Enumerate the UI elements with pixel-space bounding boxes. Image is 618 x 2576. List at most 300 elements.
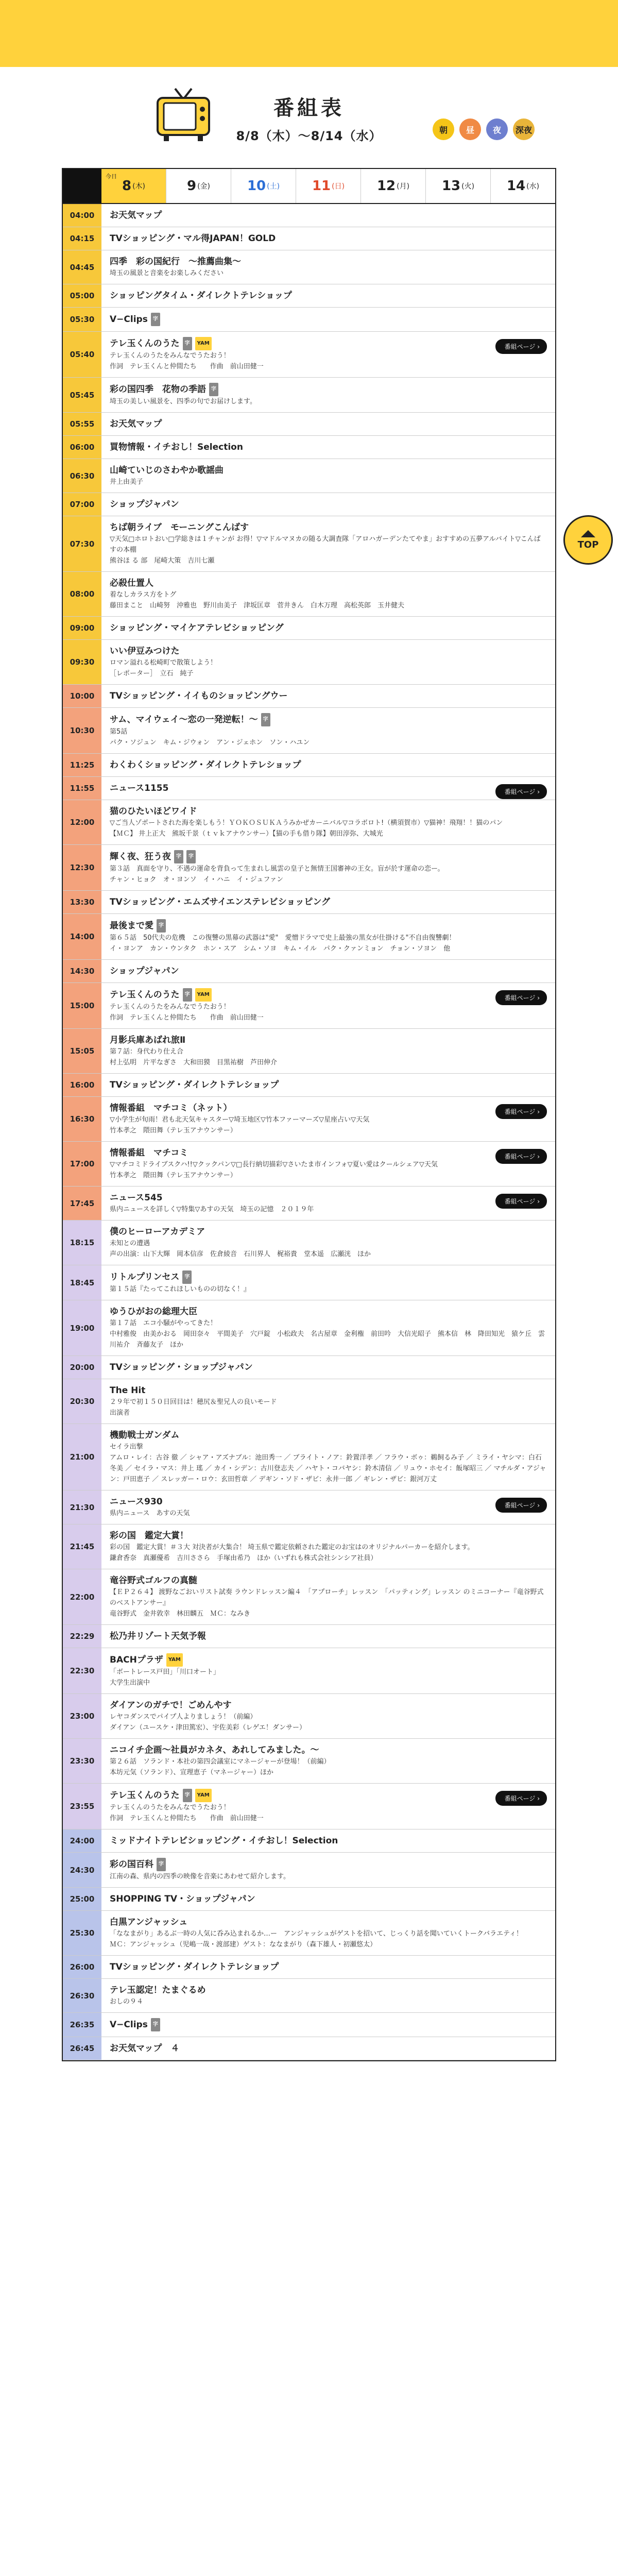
program-row[interactable] xyxy=(63,493,555,516)
program-row[interactable] xyxy=(63,1956,555,1979)
program-title[interactable] xyxy=(110,645,547,657)
program-title[interactable] xyxy=(110,1653,547,1667)
program-description: ▽ご当人ゾポートされた海を楽しもう！ＹＯＫＯＳＵＫＡうみかぜカーニバル▽コラボロト!（横須賀市）▽猫神！飛翔！！猫のパン xyxy=(110,819,503,827)
program-page-button[interactable] xyxy=(495,1498,547,1513)
program-cell xyxy=(101,754,555,776)
tabs-corner xyxy=(63,169,101,203)
program-title[interactable] xyxy=(110,441,547,453)
program-cell xyxy=(101,1074,555,1096)
program-time: 21:00 xyxy=(63,1424,101,1490)
program-title[interactable] xyxy=(110,1429,547,1442)
program-description: 「ななまがり」あるぶ一時の人気に呑み込まれるか…ー アンジャッシュがゲストを招いて、じっくり話を聞いていくトークバラエティ！ xyxy=(110,1930,523,1938)
program-cell xyxy=(101,708,555,753)
program-title[interactable] xyxy=(110,1306,547,1318)
program-title[interactable] xyxy=(110,209,547,222)
day-number: 9 xyxy=(186,178,197,194)
program-title-text: 猫のひたいほどワイド xyxy=(110,806,197,817)
program-description: ダイアン（ユースケ・津田篤宏）、宇佐美彩（レゲエ！ダンサー） xyxy=(110,1724,306,1732)
program-title-text: 必殺仕置人 xyxy=(110,578,153,588)
program-row[interactable] xyxy=(63,1300,555,1356)
caption-badge: 字 xyxy=(157,919,166,933)
program-time: 06:30 xyxy=(63,459,101,493)
program-description: 竹本孝之 隈田舞（テレ玉アナウンサー） xyxy=(110,1127,237,1134)
program-title-text: 情報番組 マチコミ（ネット） xyxy=(110,1103,232,1113)
program-description: 鎌倉香奈 真瀬優希 吉川ささら 手塚由希乃 ほか（いずれも株式会社シンシア社員） xyxy=(110,1554,377,1562)
program-title[interactable] xyxy=(110,965,547,977)
program-description: 声の出演：山下大輝 岡本信彦 佐倉綾音 石川界人 梶裕貴 堂本遥 広瀬洸 ほか xyxy=(110,1250,371,1258)
program-page-button[interactable] xyxy=(495,339,547,354)
program-title[interactable] xyxy=(110,1744,547,1756)
program-description: ＭＣ：アンジャッシュ（児嶋一哉・渡部建）ゲスト：ななまがり（森下雄人・初瀬悠太） xyxy=(110,1941,377,1948)
program-time: 17:00 xyxy=(63,1142,101,1186)
program-description: テレ玉くんのうたをみんなでうたおう！ xyxy=(110,352,230,360)
program-title-text: テレ玉くんのうた xyxy=(110,338,180,349)
program-time: 21:45 xyxy=(63,1524,101,1569)
program-row[interactable] xyxy=(63,1625,555,1648)
program-description: 竜谷野式 金井敦幸 林田麟五 ＭＣ：なみき xyxy=(110,1610,251,1618)
program-title[interactable] xyxy=(110,782,483,794)
program-row[interactable] xyxy=(63,1490,555,1524)
program-title[interactable] xyxy=(110,1530,547,1542)
program-list xyxy=(63,204,555,2060)
program-title-text: ショッピングタイム・ダイレクトテレショップ xyxy=(110,291,292,301)
program-row[interactable] xyxy=(63,1097,555,1142)
program-row[interactable] xyxy=(63,1029,555,1074)
program-cell xyxy=(101,1888,555,1910)
program-row[interactable] xyxy=(63,1187,555,1221)
program-page-label: 番組ページ › xyxy=(505,1198,540,1205)
program-row[interactable] xyxy=(63,572,555,617)
program-time: 04:00 xyxy=(63,204,101,227)
day-of-week: (火) xyxy=(461,182,475,191)
program-page-label: 番組ページ › xyxy=(505,343,540,350)
program-row[interactable] xyxy=(63,960,555,983)
program-time: 15:05 xyxy=(63,1029,101,1073)
program-row[interactable] xyxy=(63,1979,555,2013)
program-description: 作詞 テレ玉くんと仲間たち 作曲 前山田健一 xyxy=(110,1014,264,1022)
program-description: 「ボートレース戸田」「川口オート」 xyxy=(110,1668,220,1676)
program-title-text: ニュース930 xyxy=(110,1497,163,1507)
day-number: 8 xyxy=(122,178,132,194)
program-title-text: テレ玉認定！たまぐるめ xyxy=(110,1985,206,1995)
program-time: 04:45 xyxy=(63,250,101,284)
program-description: パク・ソジュン キム・ジウォン アン・ジェホン ソン・ハユン xyxy=(110,739,310,747)
program-description: テレ玉くんのうたをみんなでうたおう！ xyxy=(110,1003,230,1011)
program-page-button[interactable] xyxy=(495,1194,547,1209)
program-title-text: サム、マイウェイ〜恋の一発逆転！〜 xyxy=(110,715,258,725)
day-tab-10[interactable] xyxy=(231,169,296,203)
program-title[interactable] xyxy=(110,383,547,396)
program-title[interactable] xyxy=(110,1574,547,1587)
program-title-text: V−Clips xyxy=(110,314,148,325)
program-cell xyxy=(101,1956,555,1978)
on-demand-badge: YAM xyxy=(195,988,212,1002)
program-title[interactable] xyxy=(110,896,547,908)
program-schedule xyxy=(62,168,556,2061)
program-description: 井上由美子 xyxy=(110,478,144,486)
program-row[interactable] xyxy=(63,2013,555,2037)
top-banner xyxy=(0,0,618,67)
program-row[interactable] xyxy=(63,845,555,891)
program-cell xyxy=(101,1029,555,1073)
day-number: 11 xyxy=(312,178,331,194)
program-title-text: 四季 彩の国紀行 〜推薦曲集〜 xyxy=(110,257,241,267)
date-range: 8/8（木）〜8/14（水） xyxy=(236,129,382,143)
program-page-label: 番組ページ › xyxy=(505,994,540,1002)
program-title-text: TVショッピング・ダイレクトテレショップ xyxy=(110,1962,279,1972)
program-row[interactable] xyxy=(63,983,555,1029)
program-cell xyxy=(101,1784,555,1829)
day-tab-8[interactable] xyxy=(101,169,166,203)
program-row[interactable] xyxy=(63,1888,555,1911)
program-title-text: ニュース545 xyxy=(110,1193,163,1203)
program-time: 10:00 xyxy=(63,685,101,707)
program-title-text: 機動戦士ガンダム xyxy=(110,1430,180,1440)
program-page-button[interactable] xyxy=(495,1149,547,1164)
program-cell xyxy=(101,685,555,707)
program-row[interactable] xyxy=(63,1853,555,1888)
program-cell xyxy=(101,1265,555,1300)
program-title-text: ニコイチ企画〜社員がカネタ、あれしてみました。〜 xyxy=(110,1745,319,1755)
program-cell xyxy=(101,983,555,1028)
program-cell xyxy=(101,1221,555,1265)
program-description: ▽小学生が旬雨！君も北天気キャスター▽埼玉地区▽竹本ファーマーズ▽星座占い▽天気 xyxy=(110,1116,370,1124)
program-time: 20:30 xyxy=(63,1379,101,1423)
program-row[interactable] xyxy=(63,685,555,708)
program-time: 12:00 xyxy=(63,800,101,844)
program-time: 18:15 xyxy=(63,1221,101,1265)
program-title[interactable] xyxy=(110,850,547,863)
program-title-text: テレ玉くんのうた xyxy=(110,1790,180,1801)
program-row[interactable] xyxy=(63,436,555,459)
program-row[interactable] xyxy=(63,1784,555,1829)
program-title[interactable] xyxy=(110,498,547,511)
program-title[interactable] xyxy=(110,1361,547,1374)
program-row[interactable] xyxy=(63,777,555,800)
program-title-text: お天気マップ xyxy=(110,419,162,429)
program-title[interactable] xyxy=(110,919,547,933)
program-title[interactable] xyxy=(110,1916,547,1928)
program-row[interactable] xyxy=(63,204,555,227)
program-row[interactable] xyxy=(63,308,555,332)
program-time: 22:29 xyxy=(63,1625,101,1648)
program-cell xyxy=(101,2013,555,2037)
day-of-week: (月) xyxy=(397,182,410,191)
legend-daytime: 昼 xyxy=(459,118,481,140)
program-description: ［レポーター］ 立石 純子 xyxy=(110,670,194,677)
program-title-text: BACHプラザ xyxy=(110,1655,163,1665)
day-of-week: (土) xyxy=(267,182,280,191)
program-time: 25:00 xyxy=(63,1888,101,1910)
caption-badge: 字 xyxy=(182,1270,192,1284)
program-page-label: 番組ページ › xyxy=(505,1108,540,1115)
program-title[interactable] xyxy=(110,805,547,818)
day-number: 13 xyxy=(441,178,461,194)
program-title[interactable] xyxy=(110,1789,483,1802)
program-title[interactable] xyxy=(110,1192,483,1204)
program-page-label: 番組ページ › xyxy=(505,1795,540,1802)
program-time: 23:30 xyxy=(63,1739,101,1783)
program-row[interactable] xyxy=(63,1829,555,1853)
caption-badge: 字 xyxy=(151,2018,160,2031)
program-time: 14:30 xyxy=(63,960,101,982)
program-time: 12:30 xyxy=(63,845,101,890)
program-title-text: SHOPPING TV・ショップジャパン xyxy=(110,1894,255,1904)
program-title[interactable] xyxy=(110,232,547,245)
program-cell xyxy=(101,914,555,959)
program-title[interactable] xyxy=(110,1496,483,1508)
program-title[interactable] xyxy=(110,1699,547,1711)
program-time: 23:00 xyxy=(63,1694,101,1738)
program-description: 第２６話 ソランド・本社の第四会議室にマネージャーが登場！（前編） xyxy=(110,1758,331,1766)
day-number: 10 xyxy=(247,178,266,194)
program-title[interactable] xyxy=(110,1961,547,1973)
program-title-text: 彩の国百科 xyxy=(110,1859,153,1870)
program-cell xyxy=(101,1300,555,1355)
program-description: 埼玉の美しい風景を、四季の句でお届けします。 xyxy=(110,398,256,405)
back-to-top-label: TOP xyxy=(577,539,599,550)
program-title[interactable] xyxy=(110,1984,547,1996)
program-title-text: わくわくショッピング・ダイレクトテレショップ xyxy=(110,760,301,770)
program-row[interactable] xyxy=(63,1265,555,1300)
day-tab-14[interactable] xyxy=(490,169,555,203)
caption-badge: 字 xyxy=(183,1789,192,1802)
program-cell xyxy=(101,493,555,516)
program-title[interactable] xyxy=(110,2042,547,2055)
program-row[interactable] xyxy=(63,413,555,436)
program-description: 着なしカラス方をトグ xyxy=(110,591,177,599)
program-title[interactable] xyxy=(110,1226,547,1238)
program-title[interactable] xyxy=(110,690,547,702)
program-cell xyxy=(101,1694,555,1738)
program-title[interactable] xyxy=(110,1147,483,1159)
program-title[interactable] xyxy=(110,418,547,430)
program-cell xyxy=(101,516,555,571)
program-time: 05:45 xyxy=(63,378,101,412)
program-description: 江南の森、県内の四季の映像を音楽にあわせて紹介します。 xyxy=(110,1873,290,1880)
program-cell xyxy=(101,204,555,227)
program-title[interactable] xyxy=(110,1079,547,1091)
program-cell xyxy=(101,640,555,684)
program-description: 竹本孝之 隈田舞（テレ玉アナウンサー） xyxy=(110,1172,237,1179)
day-number: 14 xyxy=(506,178,526,194)
program-description: ▽マチコミドライブスクハ!!▽クックパン▽□長行納切描彩▽さいたま市インフォ▽夏い愛はクールシェア▽天気 xyxy=(110,1161,438,1168)
program-description: 本坊元気（ソランド）、宣理恵子（マネージャー）ほか xyxy=(110,1769,273,1776)
program-title[interactable] xyxy=(110,713,547,726)
program-row[interactable] xyxy=(63,1221,555,1265)
program-title-text: ダイアンのガチで！ごめんやす xyxy=(110,1700,232,1710)
program-time: 05:40 xyxy=(63,332,101,377)
program-time: 22:30 xyxy=(63,1648,101,1693)
program-title[interactable] xyxy=(110,1835,547,1847)
program-row[interactable] xyxy=(63,754,555,777)
program-title[interactable] xyxy=(110,1630,547,1642)
program-title-text: 白黒アンジャッシュ xyxy=(110,1917,188,1927)
program-row[interactable] xyxy=(63,617,555,640)
program-title[interactable] xyxy=(110,622,547,634)
program-title[interactable] xyxy=(110,2018,547,2031)
program-time: 07:30 xyxy=(63,516,101,571)
program-time: 26:00 xyxy=(63,1956,101,1978)
program-description: 出演者 xyxy=(110,1409,130,1417)
program-page-button[interactable] xyxy=(495,1791,547,1806)
program-title[interactable] xyxy=(110,521,547,534)
program-description: 中村雅俊 由美かおる 岡田奈々 平間美子 穴戸錠 小松政夫 名古屋章 金利権 前田吟 大信光昭子 熊本信 林 降田知光 猿ケ丘 雲川祐介 斉藤友子 ほか xyxy=(110,1330,545,1349)
program-row[interactable] xyxy=(63,1911,555,1956)
program-description: ▽天気□ホロトおい□学総きは１チャンが お得！▽マドルマヌカの随る大調査隊「アロハガーデンたてやま」おすすめの五夢アルバイト▽こんばすの本棚 xyxy=(110,535,541,554)
program-description: 第5話 xyxy=(110,728,128,736)
program-row[interactable] xyxy=(63,227,555,250)
program-cell xyxy=(101,1829,555,1852)
day-tab-13[interactable] xyxy=(425,169,490,203)
program-cell xyxy=(101,1424,555,1490)
program-row[interactable] xyxy=(63,800,555,845)
program-cell xyxy=(101,284,555,307)
on-demand-badge: YAM xyxy=(195,1789,212,1802)
program-page-button[interactable] xyxy=(495,990,547,1005)
legend-late-night: 深夜 xyxy=(513,118,535,140)
program-row[interactable] xyxy=(63,891,555,914)
program-cell xyxy=(101,459,555,493)
program-title[interactable] xyxy=(110,1858,547,1871)
program-row[interactable] xyxy=(63,1694,555,1739)
program-description: 熊谷ほ る 部 尾崎大策 吉川七瀬 xyxy=(110,557,215,565)
day-tab-12[interactable] xyxy=(360,169,425,203)
program-row[interactable] xyxy=(63,250,555,284)
program-page-button[interactable] xyxy=(495,1104,547,1119)
program-time: 26:30 xyxy=(63,1979,101,2012)
program-row[interactable] xyxy=(63,1356,555,1379)
program-title-text: 松乃井リゾート天気予報 xyxy=(110,1631,206,1641)
program-title-text: V−Clips xyxy=(110,2020,148,2030)
program-page-label: 番組ページ › xyxy=(505,788,540,795)
program-row[interactable] xyxy=(63,1569,555,1625)
program-title[interactable] xyxy=(110,1384,547,1397)
program-title-text: 月影兵庫あばれ旅Ⅱ xyxy=(110,1035,186,1045)
program-time: 24:00 xyxy=(63,1829,101,1852)
program-cell xyxy=(101,1569,555,1624)
program-row[interactable] xyxy=(63,378,555,413)
day-tab-9[interactable] xyxy=(166,169,231,203)
program-row[interactable] xyxy=(63,1379,555,1424)
program-cell xyxy=(101,1739,555,1783)
program-row[interactable] xyxy=(63,1524,555,1569)
program-page-button[interactable] xyxy=(495,784,547,799)
program-cell xyxy=(101,2037,555,2060)
program-title[interactable] xyxy=(110,256,547,268)
page-title: 番組表 xyxy=(273,96,345,120)
program-title-text: ニュース1155 xyxy=(110,783,169,793)
program-row[interactable] xyxy=(63,284,555,308)
program-row[interactable] xyxy=(63,1074,555,1097)
program-cell xyxy=(101,845,555,890)
program-title-text: TVショッピング・イイものショッピングウー xyxy=(110,691,288,701)
program-row[interactable] xyxy=(63,914,555,960)
program-time: 16:00 xyxy=(63,1074,101,1096)
program-description: 未知との遭遇 xyxy=(110,1240,150,1247)
program-description: 藤田まこと 山崎努 沖雅也 野川由美子 津坂匡章 菅井きん 白木万理 高松英郎 玉井健夫 xyxy=(110,602,405,609)
program-title[interactable] xyxy=(110,313,547,326)
program-title[interactable] xyxy=(110,1893,547,1905)
program-row[interactable] xyxy=(63,1142,555,1187)
program-title[interactable] xyxy=(110,290,547,302)
program-title-text: リトルプリンセス xyxy=(110,1272,180,1282)
program-row[interactable] xyxy=(63,459,555,493)
program-row[interactable] xyxy=(63,1648,555,1694)
program-description: 埼玉の風景と音楽をお楽しみください xyxy=(110,269,224,277)
today-label: 今日 xyxy=(106,173,117,180)
program-title-text: いい伊豆みつけた xyxy=(110,646,180,656)
program-title[interactable] xyxy=(110,1034,547,1046)
program-time: 20:00 xyxy=(63,1356,101,1379)
caption-badge: 字 xyxy=(186,850,196,863)
day-tab-11[interactable] xyxy=(296,169,360,203)
program-cell xyxy=(101,413,555,435)
program-title-text: ショップジャパン xyxy=(110,966,179,976)
program-cell xyxy=(101,777,555,800)
program-row[interactable] xyxy=(63,332,555,378)
program-description: 第６５話 50代夫の危機 この復讐の黒幕の武器は"愛" 愛憎ドラマで史上最強の黒女が仕掛ける"不自由復讐劇！ xyxy=(110,934,456,942)
program-description: 大学生出演中 xyxy=(110,1679,150,1687)
program-title-text: ショップジャパン xyxy=(110,499,179,510)
program-title[interactable] xyxy=(110,1270,547,1284)
back-to-top-button[interactable] xyxy=(563,515,613,565)
program-cell xyxy=(101,1911,555,1955)
program-title-text: TVショッピング・エムズサイエンステレビショッピング xyxy=(110,897,330,907)
program-description: 村上弘明 片平なぎさ 大和田獏 目黒祐樹 芦田伸介 xyxy=(110,1059,278,1066)
program-cell xyxy=(101,1379,555,1423)
program-title[interactable] xyxy=(110,759,547,771)
program-row[interactable] xyxy=(63,1739,555,1784)
page-header xyxy=(0,67,618,160)
program-description: 第３話 真面を守り、不遇の運命を背負って生まれし風雲の皇子と無情王国審神の王女。盲が於す運命の恋ー。 xyxy=(110,865,444,873)
program-time: 06:00 xyxy=(63,436,101,459)
program-cell xyxy=(101,1142,555,1186)
program-description: ロマン溢れる松崎町で散策しよう！ xyxy=(110,659,217,667)
program-title[interactable] xyxy=(110,577,547,589)
program-title[interactable] xyxy=(110,988,483,1002)
program-title-text: テレ玉くんのうた xyxy=(110,990,180,1000)
program-time: 18:45 xyxy=(63,1265,101,1300)
program-title[interactable] xyxy=(110,337,483,350)
program-time: 16:30 xyxy=(63,1097,101,1141)
program-description: イ・ヨンア カン・ウンタク ホン・スア シム・ソヨ キム・イル パク・クァンミョン チョン・ソヨン 他 xyxy=(110,945,451,953)
legend-morning: 朝 xyxy=(433,118,454,140)
caption-badge: 字 xyxy=(261,713,270,726)
program-row[interactable] xyxy=(63,1424,555,1490)
caption-badge: 字 xyxy=(151,313,160,326)
program-time: 13:30 xyxy=(63,891,101,913)
program-row[interactable] xyxy=(63,640,555,685)
program-description: 第７話：身代わり仕え合 xyxy=(110,1048,184,1056)
program-cell xyxy=(101,1490,555,1524)
program-row[interactable] xyxy=(63,516,555,572)
program-description: レヤコダンスでパイプ人よりましょう！（前編） xyxy=(110,1713,257,1721)
day-of-week: (木) xyxy=(132,182,146,191)
time-band-legend xyxy=(433,118,535,140)
program-time: 11:55 xyxy=(63,777,101,800)
program-time: 25:30 xyxy=(63,1911,101,1955)
program-title[interactable] xyxy=(110,1102,483,1114)
program-title[interactable] xyxy=(110,464,547,477)
program-row[interactable] xyxy=(63,2037,555,2060)
program-time: 05:55 xyxy=(63,413,101,435)
program-title-text: ゆうひがおの総理大臣 xyxy=(110,1307,197,1317)
program-row[interactable] xyxy=(63,708,555,754)
program-title-text: 竜谷野式ゴルフの真髄 xyxy=(110,1575,197,1586)
program-page-label: 番組ページ › xyxy=(505,1153,540,1160)
program-description: アムロ・レイ：古谷 徹 ／ シャア・アズナブル：池田秀一 ／ ブライト・ノア：鈴置洋孝 ／ フラウ・ボゥ：鵜飼るみ子 ／ ミライ・ヤシマ：白石冬美 ／ セイラ・マス：井上 瑤 ／ カイ・シデン：古川登志夫 ／ ハヤト・コバヤシ：鈴木清信 ／ リュウ・ホセイ：飯塚昭三 ／ マチルダ・アジャン：戸田恵子 ／ スレッガー・ロウ：玄田哲章 ／ デギン・ソド・ザビ：永井一郎 ／ ギレン・ザビ：銀河万丈 xyxy=(110,1454,546,1483)
